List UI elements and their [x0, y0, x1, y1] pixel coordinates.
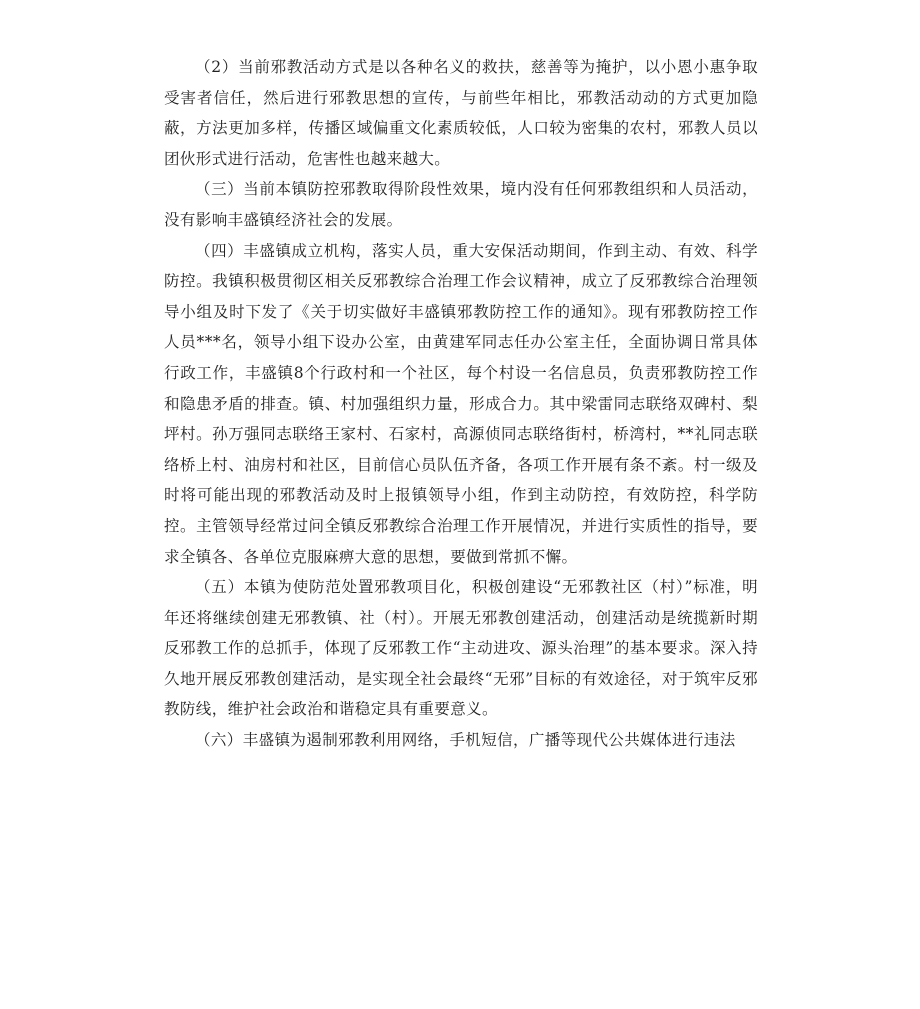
paragraph-3: （三）当前本镇防控邪教取得阶段性效果，境内没有任何邪教组织和人员活动，没有影响丰盛镇经济社会的发展。	[164, 180, 758, 229]
paragraph-4: （四）丰盛镇成立机构，落实人员，重大安保活动期间，作到主动、有效、科学防控。我镇积极贯彻区相关反邪教综合治理工作会议精神，成立了反邪教综合治理领导小组及时下发了《关于切实做好丰盛镇邪教防控工作的通知》。现有邪教防控工作人员***名，领导小组下设办公室，由黄建军同志任办公室主任，全面协调日常具体行政工作，丰盛镇8个行政村和一个社区，每个村设一名信息员，负责邪教防控工作和隐患矛盾的排查。镇、村加强组织力量，形成合力。其中梁雷同志联络双碑村、梨坪村。孙万强同志联络王家村、石家村，高源侦同志联络街村，桥湾村，**礼同志联络桥上村、油房村和社区，目前信心员队伍齐备，各项工作开展有条不紊。村一级及时将可能出现的邪教活动及时上报镇领导小组，作到主动防控，有效防控，科学防控。主管领导经常过问全镇反邪教综合治理工作开展情况，并进行实质性的指导，要求全镇各、各单位克服麻痹大意的思想，要做到常抓不懈。	[164, 241, 758, 566]
document-body	[164, 52, 758, 756]
paragraph-6: （六）丰盛镇为遏制邪教利用网络，手机短信，广播等现代公共媒体进行违法	[195, 731, 736, 750]
paragraph-2: （2）当前邪教活动方式是以各种名义的救扶，慈善等为掩护，以小恩小惠争取受害者信任，然后进行邪教思想的宣传，与前些年相比，邪教活动动的方式更加隐蔽，方法更加多样，传播区域偏重文化素质较低，人口较为密集的农村，邪教人员以团伙形式进行活动，危害性也越来越大。	[164, 58, 758, 168]
paragraph-5: （五）本镇为使防范处置邪教项目化，积极创建设“无邪教社区（村）”标准，明年还将继续创建无邪教镇、社（村）。开展无邪教创建活动，创建活动是统揽新时期反邪教工作的总抓手，体现了反邪教工作“主动进攻、源头治理”的基本要求。深入持久地开展反邪教创建活动，是实现全社会最终“无邪”目标的有效途径，对于筑牢反邪教防线，维护社会政治和谐稳定具有重要意义。	[164, 578, 758, 719]
